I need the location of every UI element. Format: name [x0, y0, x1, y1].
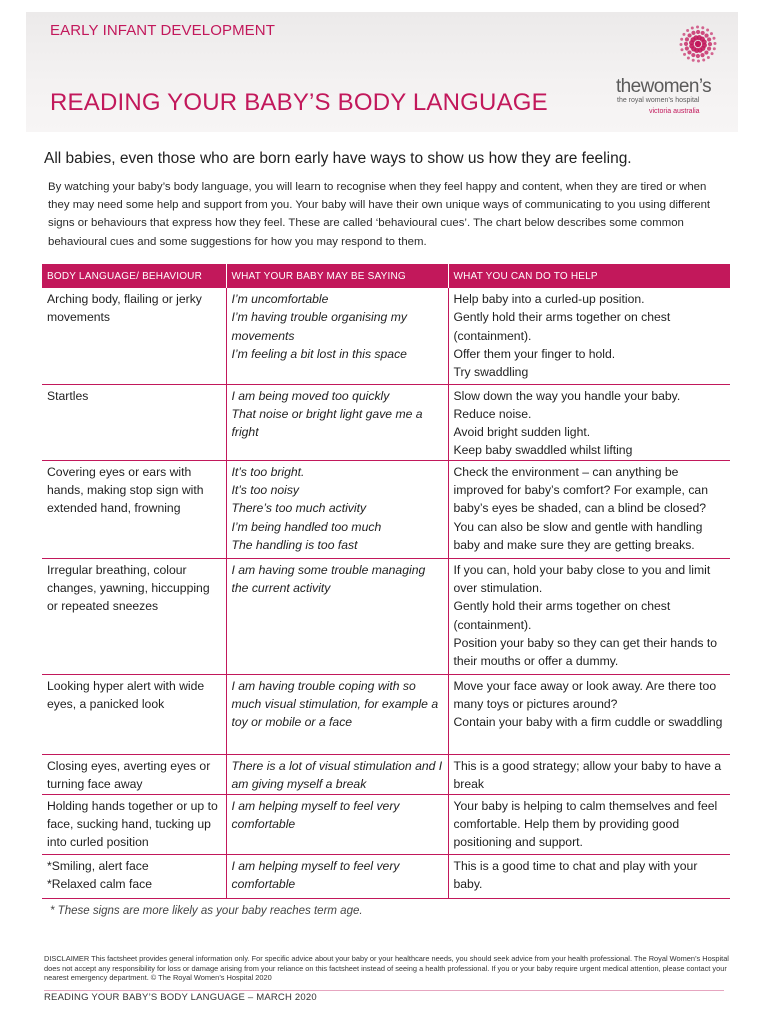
- footnote: * These signs are more likely as your baby reaches term age.: [50, 905, 363, 917]
- saying-line: I am helping myself to feel very comfortable: [231, 798, 400, 831]
- table-row: [42, 288, 730, 384]
- disclaimer: DISCLAIMER This factsheet provides general information only. For specific advice about your baby or your healthcare needs, you should seek advice from your health professional. The Royal Women’s Hospital does not accept any responsibility for loss or damage arising from your reliance on this factsheet instead of seeing a health professional. If you or your baby require urgent medical attention, please contact your nearest emergency department. © The Royal Women’s Hospital 2020: [44, 954, 729, 983]
- help-line: Move your face away or look away. Are there too many toys or pictures around?: [453, 678, 717, 711]
- table-row: [42, 674, 730, 754]
- behaviour-line: *Relaxed calm face: [47, 876, 152, 891]
- saying-line: I am being moved too quickly: [231, 388, 390, 403]
- behaviour-cues-table: [42, 264, 730, 899]
- saying-line: The handling is too fast: [231, 537, 358, 552]
- help-cell: [448, 674, 730, 754]
- column-header-saying: WHAT YOUR BABY MAY BE SAYING: [226, 264, 448, 288]
- page-title: READING YOUR BABY’S BODY LANGUAGE: [50, 89, 548, 116]
- help-cell: [448, 558, 730, 674]
- help-line: Gently hold their arms together on chest (containment).: [453, 310, 671, 343]
- saying-cell: [226, 754, 448, 794]
- behaviour-cell: [42, 854, 226, 898]
- help-cell: [448, 754, 730, 794]
- table-row: [42, 854, 730, 898]
- logo-state: victoria australia: [649, 108, 700, 115]
- saying-line: There is a lot of visual stimulation and I am giving myself a break: [231, 758, 443, 791]
- column-header-help: WHAT YOU CAN DO TO HELP: [448, 264, 730, 288]
- saying-line: I am helping myself to feel very comfortable: [231, 858, 400, 891]
- table-row: [42, 460, 730, 558]
- saying-line: I am having some trouble managing the current activity: [231, 562, 426, 595]
- lead-sentence: All babies, even those who are born early have ways to show us how they are feeling.: [44, 150, 632, 167]
- help-line: Try swaddling: [453, 365, 529, 380]
- saying-line: I’m having trouble organising my movements: [231, 310, 407, 343]
- logo-subtitle: the royal women’s hospital: [617, 97, 700, 104]
- help-cell: [448, 460, 730, 558]
- saying-cell: [226, 558, 448, 674]
- flower-burst-icon: [676, 22, 720, 66]
- help-line: Avoid bright sudden light.: [453, 425, 591, 440]
- help-line: This is a good strategy; allow your baby to have a break: [453, 758, 722, 791]
- saying-cell: [226, 288, 448, 384]
- help-line: Gently hold their arms together on chest (containment).: [453, 599, 671, 632]
- behaviour-cell: Startles: [42, 384, 226, 460]
- behaviour-cell: Covering eyes or ears with hands, making stop sign with extended hand, frowning: [42, 460, 226, 558]
- table-header-row: [42, 264, 730, 288]
- behaviour-cell: Holding hands together or up to face, sucking hand, tucking up into curled position: [42, 794, 226, 854]
- saying-cell: [226, 674, 448, 754]
- saying-cell: [226, 854, 448, 898]
- intro-paragraph: By watching your baby’s body language, you will learn to recognise when they feel happy and content, when they are tired or when they may need some help and support from you. Your baby will have their own unique ways of communicating to you using different signs or behaviours that express how they feel. These are called ‘behavioural cues’. The chart below describes some common behavioural cues and some suggestions for how you may respond to them.: [48, 181, 711, 248]
- help-line: Help baby into a curled-up position.: [453, 292, 645, 306]
- help-cell: [448, 384, 730, 460]
- saying-line: I’m uncomfortable: [231, 292, 329, 306]
- help-line: Position your baby so they can get their hands to their mouths or offer a dummy.: [453, 635, 718, 669]
- hospital-logo[interactable]: [612, 22, 722, 122]
- table-row: [42, 794, 730, 854]
- help-line: Reduce noise.: [453, 406, 532, 421]
- saying-line: It’s too bright.: [231, 464, 305, 479]
- saying-line: There’s too much activity: [231, 501, 367, 516]
- help-line: Offer them your finger to hold.: [453, 346, 616, 361]
- behaviour-cell: Irregular breathing, colour changes, yawning, hiccupping or repeated sneezes: [42, 558, 226, 674]
- saying-line: It’s too noisy: [231, 482, 300, 497]
- help-line: Contain your baby with a firm cuddle or swaddling: [453, 715, 723, 730]
- help-line: This is a good time to chat and play with your baby.: [453, 858, 698, 891]
- help-line: Your baby is helping to calm themselves and feel comfortable. Help them by providing good positioning and support.: [453, 798, 718, 850]
- help-cell: [448, 288, 730, 384]
- table-row: [42, 754, 730, 794]
- help-line: Check the environment – can anything be improved for baby’s comfort? For example, can baby’s eyes be shaded, can a blind be closed? You can also be slow and gentle with handling baby and make sure they are getting breaks.: [453, 464, 708, 552]
- help-line: Keep baby swaddled whilst lifting: [453, 443, 633, 458]
- help-cell: [448, 854, 730, 898]
- table-row: [42, 384, 730, 460]
- behaviour-cell: Arching body, flailing or jerky movements: [42, 288, 226, 384]
- help-cell: [448, 794, 730, 854]
- saying-line: I’m being handled too much: [231, 519, 382, 534]
- series-label: EARLY INFANT DEVELOPMENT: [50, 22, 275, 39]
- saying-cell: [226, 384, 448, 460]
- saying-cell: [226, 794, 448, 854]
- saying-line: That noise or bright light gave me a fright: [231, 406, 423, 440]
- behaviour-cell: Closing eyes, averting eyes or turning face away: [42, 754, 226, 794]
- help-line: If you can, hold your baby close to you and limit over stimulation.: [453, 562, 711, 595]
- footer-divider: [44, 990, 724, 991]
- page-footer: READING YOUR BABY’S BODY LANGUAGE – MARCH 2020: [44, 992, 317, 1003]
- logo-name: thewomen’s: [616, 76, 712, 97]
- column-header-behaviour: BODY LANGUAGE/ BEHAVIOUR: [42, 264, 226, 288]
- saying-cell: [226, 460, 448, 558]
- table-row: [42, 558, 730, 674]
- saying-line: I’m feeling a bit lost in this space: [231, 346, 407, 361]
- help-line: Slow down the way you handle your baby.: [453, 388, 681, 403]
- behaviour-cell: Looking hyper alert with wide eyes, a panicked look: [42, 674, 226, 754]
- saying-line: I am having trouble coping with so much visual stimulation, for example a toy or mobile or a face: [231, 678, 439, 730]
- behaviour-line: *Smiling, alert face: [47, 858, 149, 873]
